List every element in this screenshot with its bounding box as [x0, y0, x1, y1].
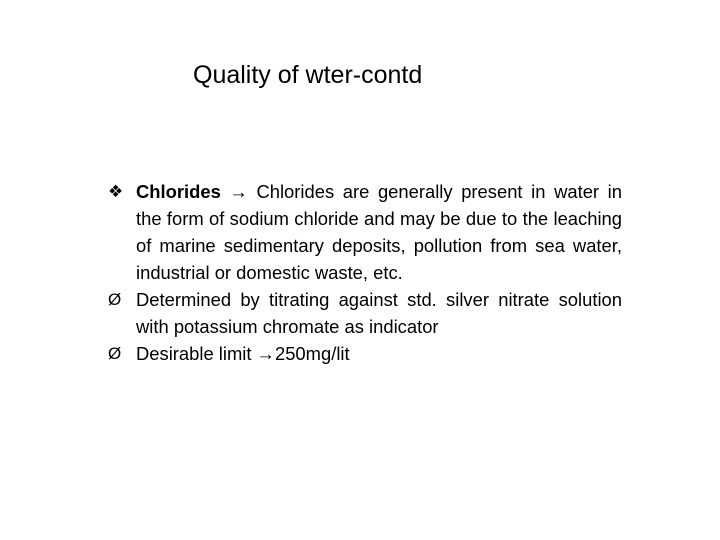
bullet-text: Chlorides are generally present in water in the form of sodium chloride and may be due to the leaching of marine sedimentary deposits, pollution from sea water, industrial or domestic waste, etc. — [136, 181, 622, 283]
bullet-desirable-limit — [108, 340, 622, 367]
bullet-text: Desirable limit →250mg/lit — [136, 343, 350, 364]
bullet-chlorides — [108, 178, 622, 286]
arrow-head-bullet-icon: Ø — [108, 344, 122, 363]
arrow-head-bullet-icon: Ø — [108, 290, 122, 309]
bullet-lead-term: Chlorides — [136, 181, 221, 202]
bullet-arrow: → — [220, 181, 257, 202]
slide-title: Quality of wter-contd — [193, 61, 423, 89]
bullet-text: Determined by titrating against std. silver nitrate solution with potassium chromate as indicator — [136, 289, 622, 337]
bullet-list — [108, 178, 622, 367]
bullet-determined — [108, 286, 622, 340]
diamond-bullet-icon: ❖ — [108, 182, 124, 201]
